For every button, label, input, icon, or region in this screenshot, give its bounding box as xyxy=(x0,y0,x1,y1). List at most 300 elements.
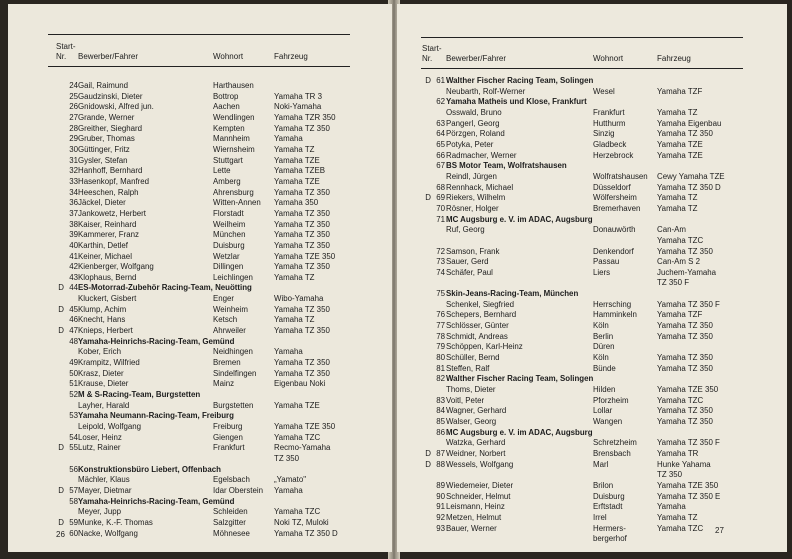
rider-name: Steffen, Ralf xyxy=(446,363,490,373)
hometown: Stuttgart xyxy=(213,155,243,165)
team-name: Skin-Jeans-Racing-Team, München xyxy=(446,289,579,299)
entry-row xyxy=(415,151,755,162)
entry-row xyxy=(415,87,755,98)
start-number: 30 xyxy=(69,144,78,154)
team-name: M & S-Racing-Team, Burgstetten xyxy=(78,390,201,400)
rider-name: Leipold, Wolfgang xyxy=(78,422,142,431)
header-bottom-rule xyxy=(421,68,743,69)
team-row xyxy=(48,497,358,508)
entry-row xyxy=(48,305,358,316)
hometown: Herzebrock xyxy=(593,150,634,160)
hometown: Donauwörth xyxy=(593,225,636,235)
hometown: Bremerhaven xyxy=(593,203,641,213)
vehicle: Cewy Yamaha TZE xyxy=(657,171,725,181)
vehicle: Can-Am S 2 xyxy=(657,257,700,267)
hometown: Florstadt xyxy=(213,208,244,218)
entry-row xyxy=(48,401,358,412)
vehicle: Noki TZ, Muloki xyxy=(274,517,329,527)
start-number: 80 xyxy=(436,353,445,363)
header-wohnort: Wohnort xyxy=(593,54,624,63)
hometown: Frankfurt xyxy=(213,443,245,453)
hometown: Lette xyxy=(213,166,231,176)
hometown: Wolfratshausen xyxy=(593,171,648,181)
entry-row xyxy=(415,460,755,471)
rider-name: Knecht, Hans xyxy=(78,315,126,325)
hometown: Liers xyxy=(593,267,611,277)
vehicle: Yamaha TZE 350 xyxy=(657,385,719,395)
d-prefix: D xyxy=(425,459,431,469)
vehicle: Yamaha TZE xyxy=(274,176,320,186)
vehicle: Yamaha TZE xyxy=(657,150,703,160)
team-row xyxy=(415,97,755,108)
hometown: Wendlingen xyxy=(213,112,255,122)
entry-row xyxy=(48,315,358,326)
team-row xyxy=(415,428,755,439)
team-row xyxy=(48,337,358,348)
vehicle: Yamaha TZE 350 xyxy=(274,251,336,261)
entry-row xyxy=(48,358,358,369)
rider-name: Osswald, Bruno xyxy=(446,107,502,117)
hometown: Weilheim xyxy=(213,219,246,229)
start-number: 46 xyxy=(69,315,78,325)
start-number: 43 xyxy=(69,272,78,282)
start-number: 69 xyxy=(436,193,445,203)
start-number: 34 xyxy=(69,187,78,197)
vehicle: Yamaha TZ 350 xyxy=(274,304,330,314)
rider-name: Keiner, Michael xyxy=(78,251,132,261)
vehicle: Recmo-Yamaha xyxy=(274,443,331,453)
hometown: Wiernsheim xyxy=(213,144,255,154)
start-number: 45 xyxy=(69,304,78,314)
rider-name: Schepers, Bernhard xyxy=(446,310,517,320)
entry-row xyxy=(48,273,358,284)
entry-row xyxy=(48,347,358,358)
entry-row xyxy=(48,507,358,518)
d-prefix: D xyxy=(58,443,64,453)
start-number: 86 xyxy=(436,427,445,437)
rider-name: Kober, Erich xyxy=(78,347,121,357)
start-number: 81 xyxy=(436,363,445,373)
hometown: Giengen xyxy=(213,432,243,442)
entry-row xyxy=(48,369,358,380)
page-number: 26 xyxy=(56,530,65,539)
rider-name: Krasz, Dieter xyxy=(78,368,124,378)
rider-name: Neubarth, Rolf-Werner xyxy=(446,86,526,96)
start-number: 70 xyxy=(436,203,445,213)
hometown: Frankfurt xyxy=(593,107,625,117)
rider-name: Hasenkopf, Manfred xyxy=(78,176,150,186)
rider-name: Ruf, Georg xyxy=(446,225,485,235)
entry-row xyxy=(415,300,755,311)
start-number: 37 xyxy=(69,208,78,218)
hometown: Gladbeck xyxy=(593,139,627,149)
rider-name: Grande, Werner xyxy=(78,112,135,122)
rider-name: Radmacher, Werner xyxy=(446,150,517,160)
vehicle: Yamaha TZ 350 xyxy=(274,358,330,368)
hometown: Enger xyxy=(213,294,235,304)
hometown: Sindelfingen xyxy=(213,368,257,378)
entry-row xyxy=(415,332,755,343)
hometown: Mainz xyxy=(213,379,235,389)
rider-name: Loser, Heinz xyxy=(78,432,122,442)
start-number: 89 xyxy=(436,480,445,490)
vehicle: Yamaha TZE xyxy=(274,155,320,165)
rider-name: Mächler, Klaus xyxy=(78,475,130,485)
entry-row xyxy=(415,278,755,289)
vehicle: „Yamato" xyxy=(274,475,307,485)
entry-list xyxy=(48,81,358,539)
header-wohnort: Wohnort xyxy=(213,52,244,61)
rider-name: Krause, Dieter xyxy=(78,379,129,389)
hometown: Idar Oberstein xyxy=(213,485,263,495)
rider-name: Pangerl, Georg xyxy=(446,118,500,128)
entry-row xyxy=(415,310,755,321)
hometown: Lollar xyxy=(593,406,613,416)
hometown: Harthausen xyxy=(213,81,254,90)
start-number: 48 xyxy=(69,336,78,346)
start-number: 88 xyxy=(436,459,445,469)
vehicle: Eigenbau Noki xyxy=(274,379,326,389)
rider-name: Nacke, Wolfgang xyxy=(78,528,138,538)
vehicle: TZ 350 xyxy=(274,453,299,463)
start-number: 72 xyxy=(436,246,445,256)
vehicle: Yamaha TZ 350 xyxy=(274,187,330,197)
entry-row xyxy=(48,379,358,390)
start-number: 92 xyxy=(436,512,445,522)
start-number: 32 xyxy=(69,166,78,176)
rider-name: Thoms, Dieter xyxy=(446,385,496,395)
rider-name: Wessels, Wolfgang xyxy=(446,459,514,469)
start-number: 57 xyxy=(69,485,78,495)
rider-name: Schenkel, Siegfried xyxy=(446,299,514,309)
hometown: Brilon xyxy=(593,480,614,490)
vehicle: Yamaha Eigenbau xyxy=(657,118,722,128)
rider-name: Watzka, Gerhard xyxy=(446,438,506,448)
team-name: ES-Motorrad-Zubehör Racing-Team, Neuötting xyxy=(78,283,252,293)
entry-row xyxy=(48,443,358,454)
start-number: 28 xyxy=(69,123,78,133)
rider-name: Meyer, Jupp xyxy=(78,507,121,517)
team-name: Walther Fischer Racing Team, Solingen xyxy=(446,76,594,85)
hometown: Duisburg xyxy=(593,491,625,501)
start-number: 83 xyxy=(436,395,445,405)
start-number: 41 xyxy=(69,251,78,261)
entry-row xyxy=(48,156,358,167)
entry-row xyxy=(415,257,755,268)
entry-row xyxy=(415,364,755,375)
hometown: Burgstetten xyxy=(213,400,254,410)
vehicle: Yamaha TZ xyxy=(274,144,315,154)
start-number: 49 xyxy=(69,358,78,368)
team-row xyxy=(48,390,358,401)
entry-row xyxy=(48,422,358,433)
entry-row xyxy=(48,134,358,145)
entry-row xyxy=(415,481,755,492)
vehicle: Yamaha TZ 350 xyxy=(274,123,330,133)
start-number: 75 xyxy=(436,289,445,299)
hometown: Amberg xyxy=(213,176,241,186)
vehicle: Yamaha TZE xyxy=(274,400,320,410)
hometown: Berlin xyxy=(593,331,614,341)
vehicle: Can-Am xyxy=(657,225,686,235)
start-number: 65 xyxy=(436,139,445,149)
start-number: 54 xyxy=(69,432,78,442)
hometown: München xyxy=(213,230,246,240)
left-page xyxy=(8,4,392,552)
entry-row xyxy=(48,230,358,241)
vehicle: Yamaha TZ 350 xyxy=(657,353,713,363)
rider-name: Gruber, Thomas xyxy=(78,134,135,144)
hometown: Hilden xyxy=(593,385,616,395)
entry-row xyxy=(415,342,755,353)
entry-row xyxy=(48,209,358,220)
hometown: Duisburg xyxy=(213,240,245,250)
vehicle: Juchem-Yamaha xyxy=(657,267,717,277)
header-top-rule xyxy=(421,37,743,38)
d-prefix: D xyxy=(58,485,64,495)
rider-name: Karthin, Detlef xyxy=(78,240,128,250)
hometown: Witten-Annen xyxy=(213,198,261,208)
start-number: 85 xyxy=(436,417,445,426)
rider-name: Voitl, Peter xyxy=(446,395,485,405)
team-row xyxy=(415,215,755,226)
hometown: Leichlingen xyxy=(213,272,253,282)
rider-name: Schneider, Helmut xyxy=(446,491,511,501)
vehicle: Yamaha TR xyxy=(657,448,699,458)
start-number: 26 xyxy=(69,102,78,112)
entry-row xyxy=(48,177,358,188)
start-number: 33 xyxy=(69,176,78,186)
vehicle: Yamaha TZE xyxy=(657,139,703,149)
entry-row xyxy=(415,236,755,247)
vehicle: Yamaha xyxy=(274,134,303,144)
vehicle: Yamaha TZC xyxy=(657,395,704,405)
vehicle: Yamaha TZ 350 xyxy=(657,406,713,416)
entry-row xyxy=(415,353,755,364)
vehicle: Yamaha xyxy=(657,502,686,512)
rider-name: Reindl, Jürgen xyxy=(446,171,497,181)
hometown: Salzgitter xyxy=(213,517,246,527)
hometown: Bremen xyxy=(213,358,241,368)
entry-row xyxy=(48,198,358,209)
vehicle: Yamaha TZF xyxy=(657,86,703,96)
rider-name: Pörzgen, Roland xyxy=(446,129,505,139)
vehicle: Yamaha TZ xyxy=(274,315,315,325)
entry-row xyxy=(48,433,358,444)
start-number: 44 xyxy=(69,283,78,293)
hometown: Bottrop xyxy=(213,91,239,101)
entry-row xyxy=(48,113,358,124)
start-number: 29 xyxy=(69,134,78,144)
hometown: Weinheim xyxy=(213,304,248,314)
header-bewerber: Bewerber/Fahrer xyxy=(78,52,139,61)
start-number: 79 xyxy=(436,342,445,352)
rider-name: Schöppen, Karl-Heinz xyxy=(446,342,523,352)
rider-name: Schmidt, Andreas xyxy=(446,331,508,341)
vehicle: Yamaha TZ xyxy=(657,193,698,203)
vehicle: Yamaha TZ 350 D xyxy=(274,528,338,538)
team-row xyxy=(415,161,755,172)
entry-row xyxy=(415,524,755,535)
entry-row xyxy=(415,140,755,151)
d-prefix: D xyxy=(58,517,64,527)
vehicle: Yamaha TZ 350 xyxy=(657,129,713,139)
start-number: 60 xyxy=(69,528,78,538)
entry-row xyxy=(415,183,755,194)
hometown: Schretzheim xyxy=(593,438,637,448)
rider-name: Schlösser, Günter xyxy=(446,321,509,331)
start-number: 42 xyxy=(69,262,78,272)
hometown: Hermers- xyxy=(593,523,626,533)
header-bewerber: Bewerber/Fahrer xyxy=(446,54,507,63)
hometown: Schleiden xyxy=(213,507,248,517)
start-number: 55 xyxy=(69,443,78,453)
team-name: Konstruktionsbüro Liebert, Offenbach xyxy=(78,464,221,474)
team-row xyxy=(415,374,755,385)
team-row xyxy=(48,465,358,476)
vehicle: Yamaha TZ xyxy=(274,272,315,282)
header-fahrzeug: Fahrzeug xyxy=(657,54,691,63)
vehicle: TZ 350 F xyxy=(657,278,690,288)
start-number: 73 xyxy=(436,257,445,267)
header-start-label: Start- Nr. xyxy=(56,42,76,61)
rider-name: Güttinger, Fritz xyxy=(78,144,130,154)
vehicle: TZ 350 xyxy=(657,470,682,480)
team-name: BS Motor Team, Wolfratshausen xyxy=(446,161,567,171)
start-number: 87 xyxy=(436,448,445,458)
start-number: 53 xyxy=(69,411,78,421)
start-number: 56 xyxy=(69,464,78,474)
vehicle: Yamaha TZ 350 xyxy=(274,368,330,378)
entry-row xyxy=(415,247,755,258)
start-number: 61 xyxy=(436,76,445,85)
start-number: 47 xyxy=(69,326,78,336)
vehicle: Yamaha TZR 350 xyxy=(274,112,336,122)
entry-row xyxy=(48,262,358,273)
entry-row xyxy=(415,225,755,236)
team-name: MC Augsburg e. V. im ADAC, Augsburg xyxy=(446,214,593,224)
entry-row xyxy=(415,438,755,449)
start-number: 68 xyxy=(436,182,445,192)
vehicle: Yamaha TZ 350 xyxy=(274,208,330,218)
rider-name: Riekers, Wilhelm xyxy=(446,193,506,203)
vehicle: Yamaha TZ xyxy=(657,512,698,522)
rider-name: Lutz, Rainer xyxy=(78,443,121,453)
entry-row xyxy=(415,193,755,204)
rider-name: Schäfer, Paul xyxy=(446,267,493,277)
vehicle: Yamaha xyxy=(274,485,303,495)
rider-name: Potyka, Peter xyxy=(446,139,494,149)
entry-row xyxy=(48,486,358,497)
hometown: Ahrensburg xyxy=(213,187,254,197)
team-row xyxy=(415,289,755,300)
d-prefix: D xyxy=(425,76,431,85)
entry-row xyxy=(415,470,755,481)
entry-row xyxy=(48,166,358,177)
rider-name: Gail, Raimund xyxy=(78,81,128,90)
entry-row xyxy=(48,92,358,103)
start-number: 24 xyxy=(69,81,78,90)
vehicle: Hunke Yahama xyxy=(657,459,711,469)
hometown: Möhnesee xyxy=(213,528,250,538)
hometown: Dillingen xyxy=(213,262,244,272)
entry-row xyxy=(415,119,755,130)
entry-row xyxy=(48,326,358,337)
entry-row xyxy=(415,108,755,119)
hometown: Herrsching xyxy=(593,299,632,309)
vehicle: Yamaha TZC xyxy=(274,432,321,442)
entry-row xyxy=(48,518,358,529)
start-number: 39 xyxy=(69,230,78,240)
rider-name: Jäckel, Dieter xyxy=(78,198,126,208)
vehicle: Noki-Yamaha xyxy=(274,102,322,112)
hometown: Egelsbach xyxy=(213,475,250,485)
rider-name: Gnidowski, Alfred jun. xyxy=(78,102,154,112)
start-number: 58 xyxy=(69,496,78,506)
start-number: 66 xyxy=(436,150,445,160)
rider-name: Klump, Achim xyxy=(78,304,127,314)
team-name: Yamaha-Heinrichs-Racing-Team, Gemünd xyxy=(78,496,235,506)
start-number: 50 xyxy=(69,368,78,378)
vehicle: Yamaha TZ 350 D xyxy=(657,182,721,192)
header-top-rule xyxy=(48,34,350,35)
hometown: Irrel xyxy=(593,512,607,522)
hometown: Passau xyxy=(593,257,620,267)
start-number: 67 xyxy=(436,161,445,171)
entry-row xyxy=(48,294,358,305)
entry-row xyxy=(415,385,755,396)
hometown: Ahrweiler xyxy=(213,326,246,336)
vehicle: Yamaha TZ 350 xyxy=(274,326,330,336)
rider-name: Rennhack, Michael xyxy=(446,182,514,192)
start-number: 62 xyxy=(436,97,445,107)
rider-name: Wiedemeier, Dieter xyxy=(446,480,514,490)
start-number: 25 xyxy=(69,91,78,101)
start-number: 59 xyxy=(69,517,78,527)
entry-row xyxy=(415,172,755,183)
vehicle: Yamaha TZ 350 xyxy=(657,246,713,256)
vehicle: Yamaha TZ 350 xyxy=(274,230,330,240)
entry-row xyxy=(415,129,755,140)
entry-row xyxy=(48,124,358,135)
vehicle: Wibo-Yamaha xyxy=(274,294,324,304)
entry-list xyxy=(415,76,755,545)
start-number: 90 xyxy=(436,491,445,501)
hometown: Mannheim xyxy=(213,134,250,144)
page-number: 27 xyxy=(715,526,724,535)
start-number: 77 xyxy=(436,321,445,331)
rider-name: Gysler, Stefan xyxy=(78,155,128,165)
entry-row xyxy=(415,534,755,545)
vehicle: Yamaha TZF xyxy=(657,310,703,320)
entry-row xyxy=(415,406,755,417)
vehicle: Yamaha TZE 350 xyxy=(657,480,719,490)
d-prefix: D xyxy=(58,304,64,314)
d-prefix: D xyxy=(58,283,64,293)
entry-row xyxy=(48,188,358,199)
rider-name: Schüller, Bernd xyxy=(446,353,500,363)
entry-row xyxy=(48,529,358,540)
hometown: Wölfersheim xyxy=(593,193,637,203)
hometown: Wangen xyxy=(593,417,623,426)
start-number: 31 xyxy=(69,155,78,165)
entry-row xyxy=(48,241,358,252)
entry-row xyxy=(415,321,755,332)
vehicle: Yamaha TZ 350 xyxy=(657,331,713,341)
header-fahrzeug: Fahrzeug xyxy=(274,52,308,61)
entry-row xyxy=(415,396,755,407)
entry-row xyxy=(415,417,755,428)
